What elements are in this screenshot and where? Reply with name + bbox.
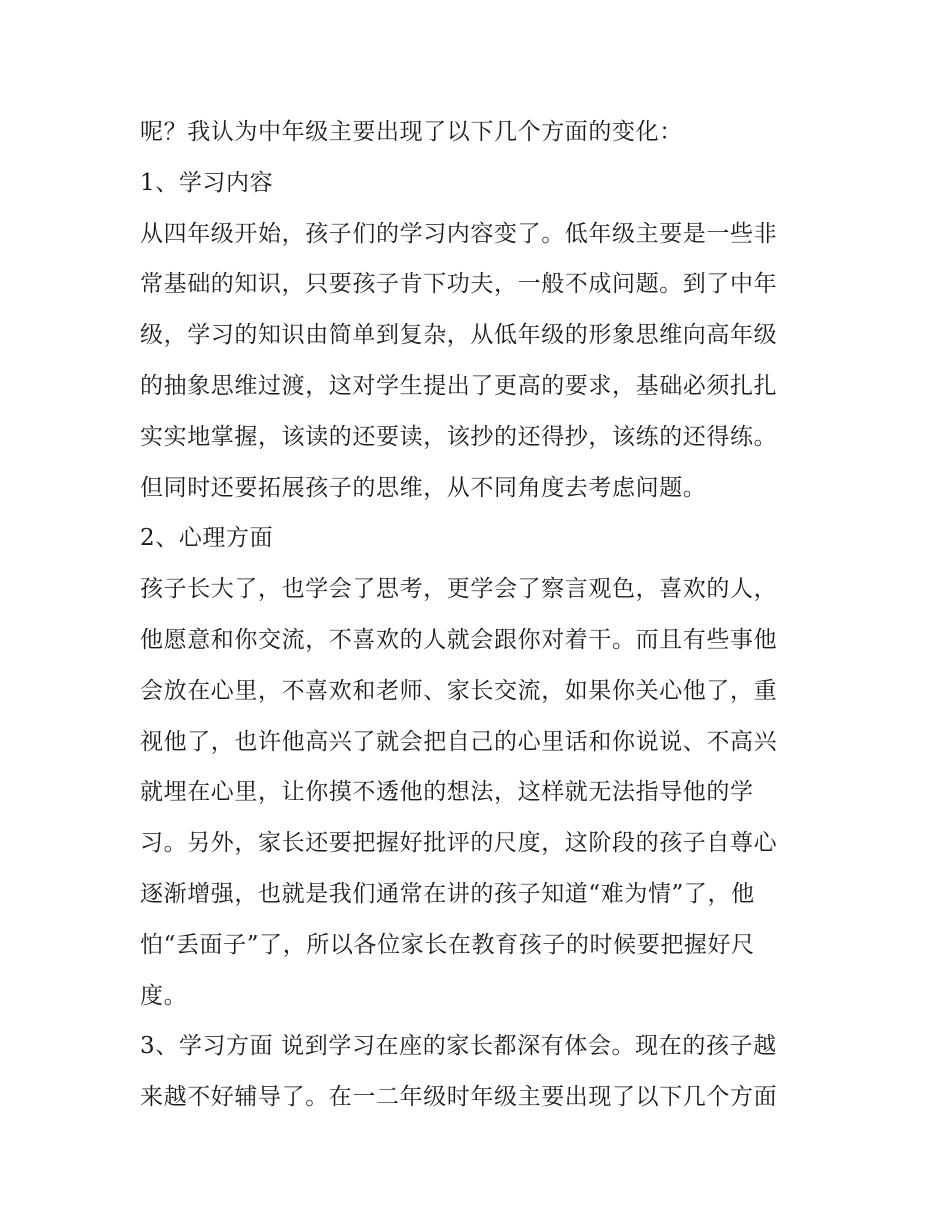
text-line: 来越不好辅导了。在一二年级时年级主要出现了以下几个方面 xyxy=(140,1084,778,1111)
text-line: 实实地掌握，该读的还要读，该抄的还得抄，该练的还得练。 xyxy=(140,423,778,450)
text-line: 从四年级开始，孩子们的学习内容变了。低年级主要是一些非 xyxy=(140,220,778,247)
section-heading: 2、心理方面 xyxy=(140,525,274,552)
text-line: 怕“丢面子”了，所以各位家长在教育孩子的时候要把握好尺 xyxy=(140,931,755,958)
text-line: 逐渐增强，也就是我们通常在讲的孩子知道“难为情”了，他 xyxy=(140,880,755,907)
section-heading: 1、学习内容 xyxy=(140,169,274,196)
text-line: 习。另外，家长还要把握好批评的尺度，这阶段的孩子自尊心 xyxy=(140,830,778,857)
text-line: 度。 xyxy=(140,982,188,1009)
text-line: 他愿意和你交流，不喜欢的人就会跟你对着干。而且有些事他 xyxy=(140,626,778,653)
text-line: 会放在心里，不喜欢和老师、家长交流，如果你关心他了，重 xyxy=(140,677,778,704)
text-line: 孩子长大了，也学会了思考，更学会了察言观色，喜欢的人， xyxy=(140,576,778,603)
text-line: 就埋在心里，让你摸不透他的想法，这样就无法指导他的学 xyxy=(140,779,754,806)
text-line: 常基础的知识，只要孩子肯下功夫，一般不成问题。到了中年 xyxy=(140,271,778,298)
text-line: 视他了，也许他高兴了就会把自己的心里话和你说说、不高兴 xyxy=(140,728,778,755)
text-line: 呢？我认为中年级主要出现了以下几个方面的变化： xyxy=(140,119,683,145)
text-line: 级，学习的知识由简单到复杂，从低年级的形象思维向高年级 xyxy=(140,322,778,349)
section-heading: 3、学习方面 说到学习在座的家长都深有体会。现在的孩子越 xyxy=(140,1033,777,1060)
document-body xyxy=(140,107,820,1123)
text-line: 的抽象思维过渡，这对学生提出了更高的要求，基础必须扎扎 xyxy=(140,372,778,399)
text-line: 但同时还要拓展孩子的思维，从不同角度去考虑问题。 xyxy=(140,474,707,501)
